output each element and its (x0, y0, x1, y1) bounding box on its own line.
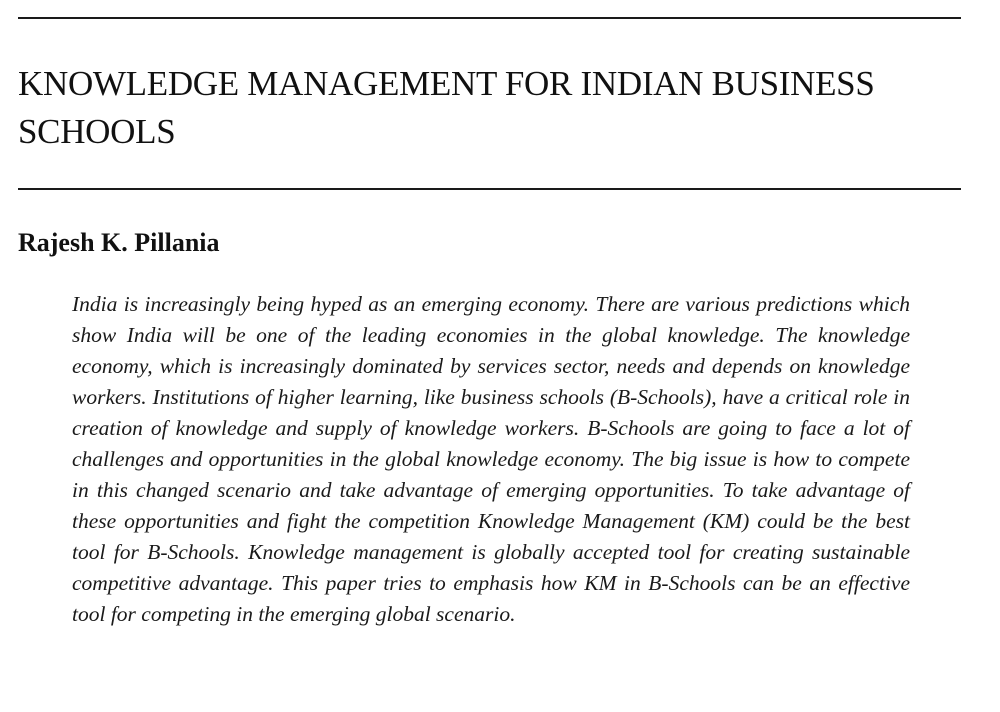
author-name: Rajesh K. Pillania (18, 228, 220, 257)
title-divider (18, 188, 961, 190)
top-divider (18, 17, 961, 19)
abstract-text: India is increasingly being hyped as an emerging economy. There are various predictions which show India will be one of the leading economies in the global knowledge. The knowledge economy, which is increasingly dominated by services sector, needs and depends on knowledge workers. Institutions of higher learning, like business schools (B-Schools), have a critical role in creation of knowledge and supply of knowledge workers. B-Schools are going to face a lot of challenges and opportunities in the global knowledge economy. The big issue is how to compete in this changed scenario and take advantage of emerging opportunities. To take advantage of these opportunities and fight the competition Knowledge Management (KM) could be the best tool for B-Schools. Knowledge management is globally accepted tool for creating sustainable competitive advantage. This paper tries to emphasis how KM in B-Schools can be an effective tool for competing in the emerging global scenario. (72, 292, 910, 626)
paper-title: KNOWLEDGE MANAGEMENT FOR INDIAN BUSINESS SCHOOLS (18, 64, 875, 151)
